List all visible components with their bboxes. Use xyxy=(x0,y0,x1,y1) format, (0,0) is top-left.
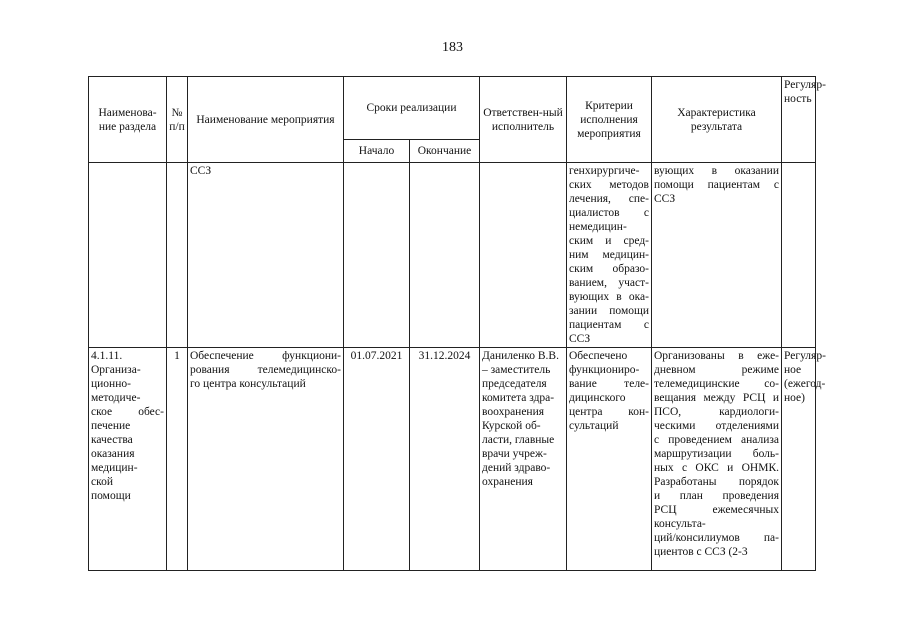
text-line: циентов с ССЗ (2-3 xyxy=(654,546,748,558)
text-line: дений здраво- xyxy=(482,462,551,474)
text-line: рования телемедицинско- xyxy=(190,364,341,376)
text-line: Организа- xyxy=(91,364,141,376)
text-line: РСЦ ежемесячных xyxy=(654,504,779,516)
text-line: (ежегод- xyxy=(784,378,826,390)
text-line: качества xyxy=(91,434,133,446)
cell-start xyxy=(344,163,410,348)
text-line: с проведением анализа xyxy=(654,434,779,446)
text-line: ное xyxy=(784,364,802,376)
header-section-name: Наименова-ние раздела xyxy=(89,77,167,163)
text-line: ских методов xyxy=(569,179,649,191)
cell-responsible xyxy=(480,348,567,571)
cell-responsible xyxy=(480,163,567,348)
cell-result xyxy=(652,348,782,571)
text-line: вующих в ока- xyxy=(569,291,649,303)
text-line: вещания между РСЦ и xyxy=(654,392,779,404)
text-line: Даниленко В.В. xyxy=(482,350,559,362)
cell-regularity xyxy=(782,348,826,571)
table-header-row xyxy=(89,77,816,140)
text-line: го центра консультаций xyxy=(190,378,306,390)
cell-section xyxy=(89,348,167,571)
text-line: вание теле- xyxy=(569,378,649,390)
cell-end: 31.12.2024 xyxy=(410,348,480,571)
text-line: немедицин- xyxy=(569,221,627,233)
header-end: Окончание xyxy=(410,140,480,163)
cell-number xyxy=(167,163,188,348)
header-number: № п/п xyxy=(167,77,188,163)
header-regularity: Регуляр-ность xyxy=(782,77,816,163)
cell-end xyxy=(410,163,480,348)
text-line: дневном режиме xyxy=(654,364,779,376)
cell-measure xyxy=(188,348,344,571)
text-line: помощи пациентам с xyxy=(654,179,779,191)
cell-criteria xyxy=(567,163,652,348)
text-line: врачи учреж- xyxy=(482,448,547,460)
header-start: Начало xyxy=(344,140,410,163)
text-line: дицинского xyxy=(569,392,626,404)
measures-table xyxy=(88,76,826,571)
cell-result xyxy=(652,163,782,348)
text-line: ций/консилиумов па- xyxy=(654,532,779,544)
cell-start: 01.07.2021 xyxy=(344,348,410,571)
text-line: ской xyxy=(91,476,114,488)
text-line: комитета здра- xyxy=(482,392,555,404)
text-line: ванием, участ- xyxy=(569,277,649,289)
text-line: ное) xyxy=(784,392,805,404)
text-line: консульта- xyxy=(654,518,706,530)
text-line: Обеспечение функциони- xyxy=(190,350,341,362)
cell-number: 1 xyxy=(167,348,188,571)
text-line: ных с ОКС и ОНМК. xyxy=(654,462,779,474)
text-line: Организованы в еже- xyxy=(654,350,779,362)
text-line: вующих в оказании xyxy=(654,165,779,177)
header-terms: Сроки реализации xyxy=(344,77,480,140)
text-line: ССЗ xyxy=(654,193,676,205)
text-line: Регуляр- xyxy=(784,350,826,362)
text-line: – заместитель xyxy=(482,364,551,376)
header-measure-name: Наименование мероприятия xyxy=(188,77,344,163)
text-line: маршрутизации боль- xyxy=(654,448,779,460)
text-line: циалистов с xyxy=(569,207,649,219)
text-line: функциониро- xyxy=(569,364,640,376)
text-line: ласти, главные xyxy=(482,434,555,446)
text-line: ССЗ xyxy=(569,333,591,345)
text-line: медицин- xyxy=(91,462,138,474)
text-line: зании помощи xyxy=(569,305,649,317)
text-line: генхирургиче- xyxy=(569,165,640,177)
text-line: ним медицин- xyxy=(569,249,649,261)
header-responsible: Ответствен-ный исполнитель xyxy=(480,77,567,163)
table-row xyxy=(89,163,816,348)
text-line: ским образо- xyxy=(569,263,649,275)
text-line: ционно- xyxy=(91,378,131,390)
text-line: центра кон- xyxy=(569,406,649,418)
text-line: ским и сред- xyxy=(569,235,649,247)
text-line: сультаций xyxy=(569,420,619,432)
text-line: 4.1.11. xyxy=(91,350,123,362)
text-line: лечения, спе- xyxy=(569,193,649,205)
text-line: пациентам с xyxy=(569,319,649,331)
cell-section xyxy=(89,163,167,348)
text-line: помощи xyxy=(91,490,131,502)
text-line: оказания xyxy=(91,448,135,460)
cell-regularity xyxy=(782,163,816,348)
text-line: охранения xyxy=(482,476,533,488)
text-line: председателя xyxy=(482,378,547,390)
header-criteria: Критерии исполнения мероприятия xyxy=(567,77,652,163)
text-line: ПСО, кардиологи- xyxy=(654,406,779,418)
text-line: Курской об- xyxy=(482,420,541,432)
text-line: и план проведения xyxy=(654,490,779,502)
table-row xyxy=(89,348,816,571)
text-line: методиче- xyxy=(91,392,141,404)
text-line: ческими отделениями xyxy=(654,420,779,432)
page-number: 183 xyxy=(442,40,463,55)
text-line: телемедицинские со- xyxy=(654,378,779,390)
text-line: воохранения xyxy=(482,406,545,418)
cell-criteria xyxy=(567,348,652,571)
header-result: Характеристика результата xyxy=(652,77,782,163)
cell-measure: ССЗ xyxy=(188,163,344,348)
text-line: Обеспечено xyxy=(569,350,628,362)
text-line: печение xyxy=(91,420,131,432)
text-line: ское обес- xyxy=(91,406,164,418)
text-line: Разработаны порядок xyxy=(654,476,779,488)
